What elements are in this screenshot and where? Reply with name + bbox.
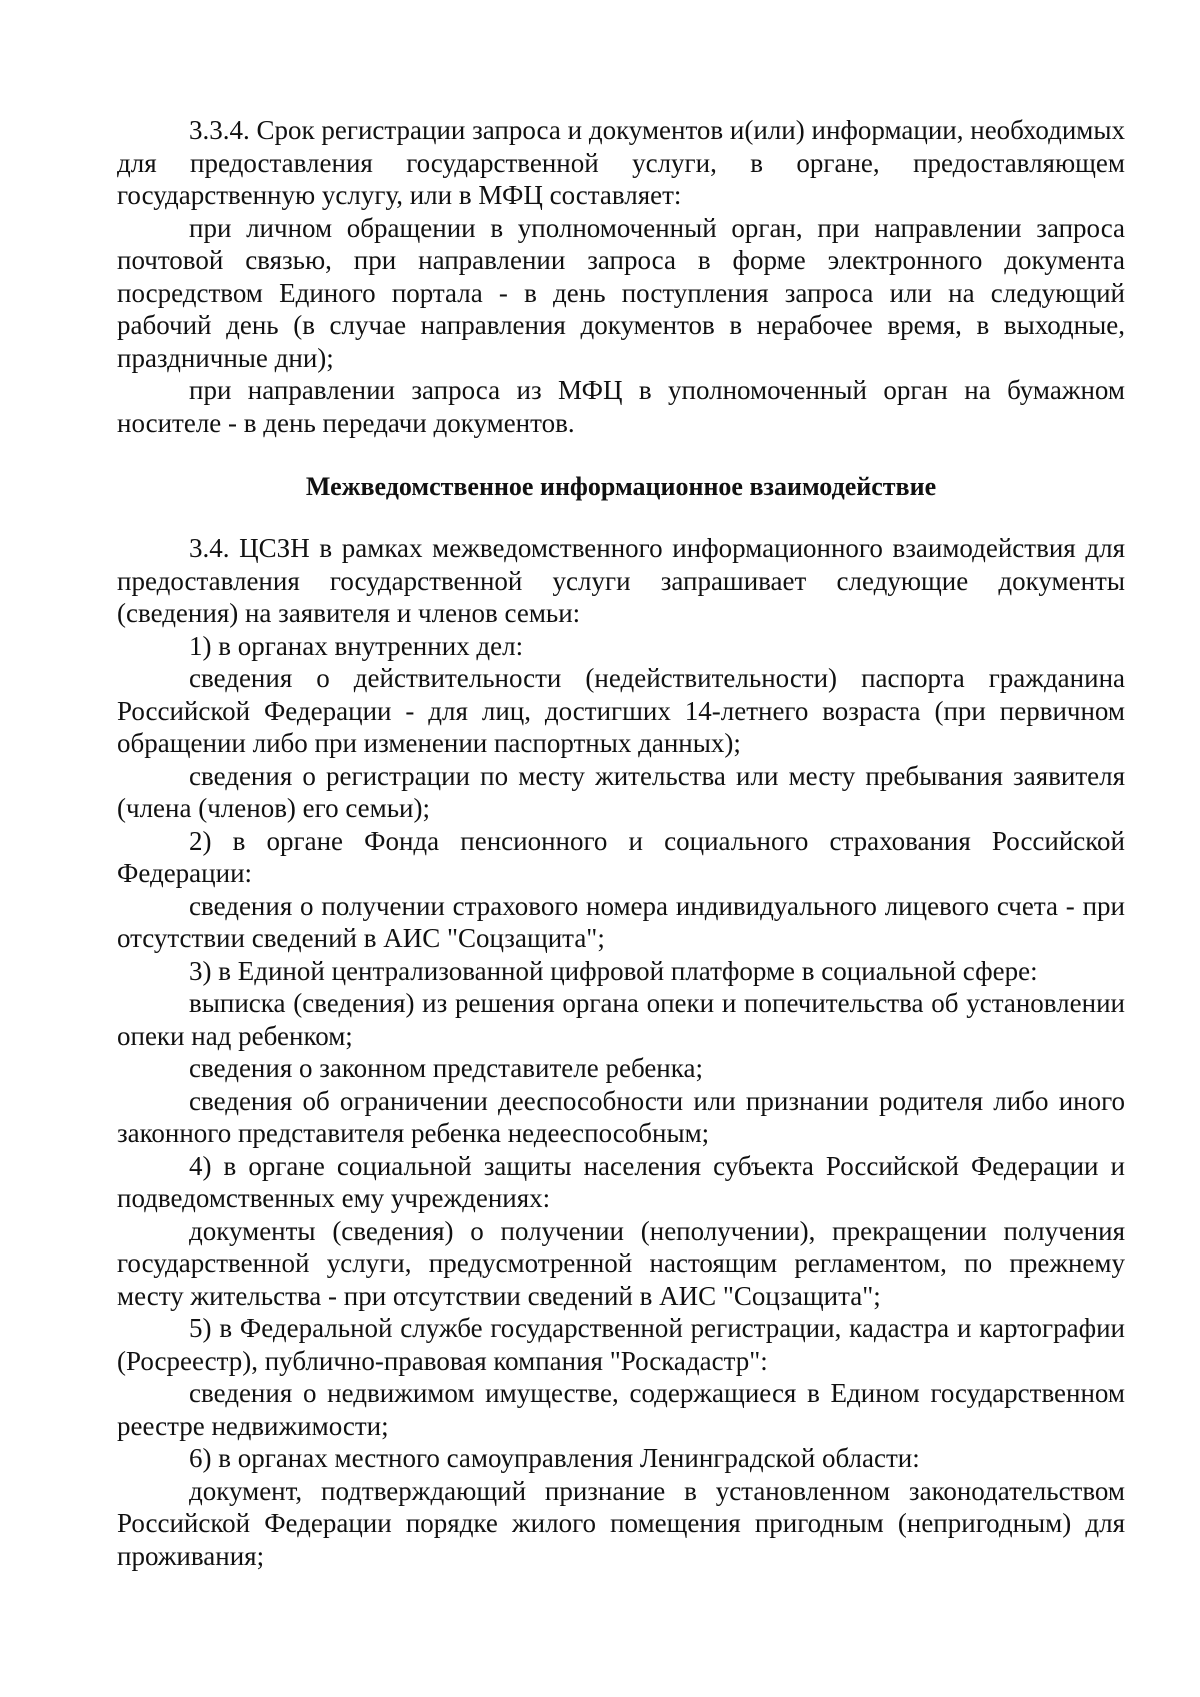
list-item-2-a: сведения о получении страхового номера индивидуального лицевого счета - при отсутствии сведений в АИС "Соцзащита"; <box>117 890 1125 953</box>
list-item-6-a: документ, подтверждающий признание в установленном законодательством Российской Федерации порядке жилого помещения пригодным (непригодным) для проживания; <box>117 1475 1125 1571</box>
paragraph-34-intro: 3.4. ЦСЗН в рамках межведомственного информационного взаимодействия для предоставления государственной услуги запрашивает следующие документы (сведения) на заявителя и членов семьи: <box>117 533 1125 628</box>
list-item-3-b: сведения о законном представителе ребенка; <box>189 1053 703 1083</box>
paragraph-334-personal: при личном обращении в уполномоченный орган, при направлении запроса почтовой связью, при направлении запроса в форме электронного документа посредством Единого портала - в день поступления запроса или на следующий рабочий день (в случае направления документов в нерабочее время, в выходные, праздничные дни); <box>117 212 1125 373</box>
list-item-5-a: сведения о недвижимом имуществе, содержащиеся в Едином государственном реестре недвижимости; <box>117 1378 1125 1441</box>
document-body <box>117 114 1125 1572</box>
list-item-5: 5) в Федеральной службе государственной регистрации, кадастра и картографии (Росреестр), публично-правовая компания "Роскадастр": <box>117 1313 1125 1376</box>
list-item-3-a: выписка (сведения) из решения органа опеки и попечительства об установлении опеки над ребенком; <box>117 988 1125 1051</box>
list-item-6: 6) в органах местного самоуправления Ленинградской области: <box>189 1443 920 1473</box>
paragraph-334-intro: 3.3.4. Срок регистрации запроса и документов и(или) информации, необходимых для предоставления государственной услуги, в органе, предоставляющем государственную услугу, или в МФЦ составляет: <box>117 115 1125 210</box>
list-item-1-b: сведения о регистрации по месту жительства или месту пребывания заявителя (члена (членов) его семьи); <box>117 760 1125 823</box>
list-item-3: 3) в Единой централизованной цифровой платформе в социальной сфере: <box>189 955 1038 986</box>
paragraph-334-mfc: при направлении запроса из МФЦ в уполномоченный орган на бумажном носителе - в день передачи документов. <box>117 375 1125 438</box>
section-heading: Межведомственное информационное взаимодействие <box>305 472 937 501</box>
list-item-2: 2) в органе Фонда пенсионного и социального страхования Российской Федерации: <box>117 825 1125 888</box>
list-item-1: 1) в органах внутренних дел: <box>189 630 524 661</box>
list-item-4-a: документы (сведения) о получении (неполучении), прекращении получения государственной услуги, предусмотренной настоящим регламентом, по прежнему месту жительства - при отсутствии сведений в АИС "Соцзащита"; <box>117 1215 1125 1311</box>
list-item-1-a: сведения о действительности (недействительности) паспорта гражданина Российской Федерации - для лиц, достигших 14-летнего возраста (при первичном обращении либо при изменении паспортных данных); <box>117 663 1125 758</box>
list-item-3-c: сведения об ограничении дееспособности или признании родителя либо иного законного представителя ребенка недееспособным; <box>117 1085 1125 1148</box>
list-item-4: 4) в органе социальной защиты населения субъекта Российской Федерации и подведомственных ему учреждениях: <box>117 1150 1125 1213</box>
